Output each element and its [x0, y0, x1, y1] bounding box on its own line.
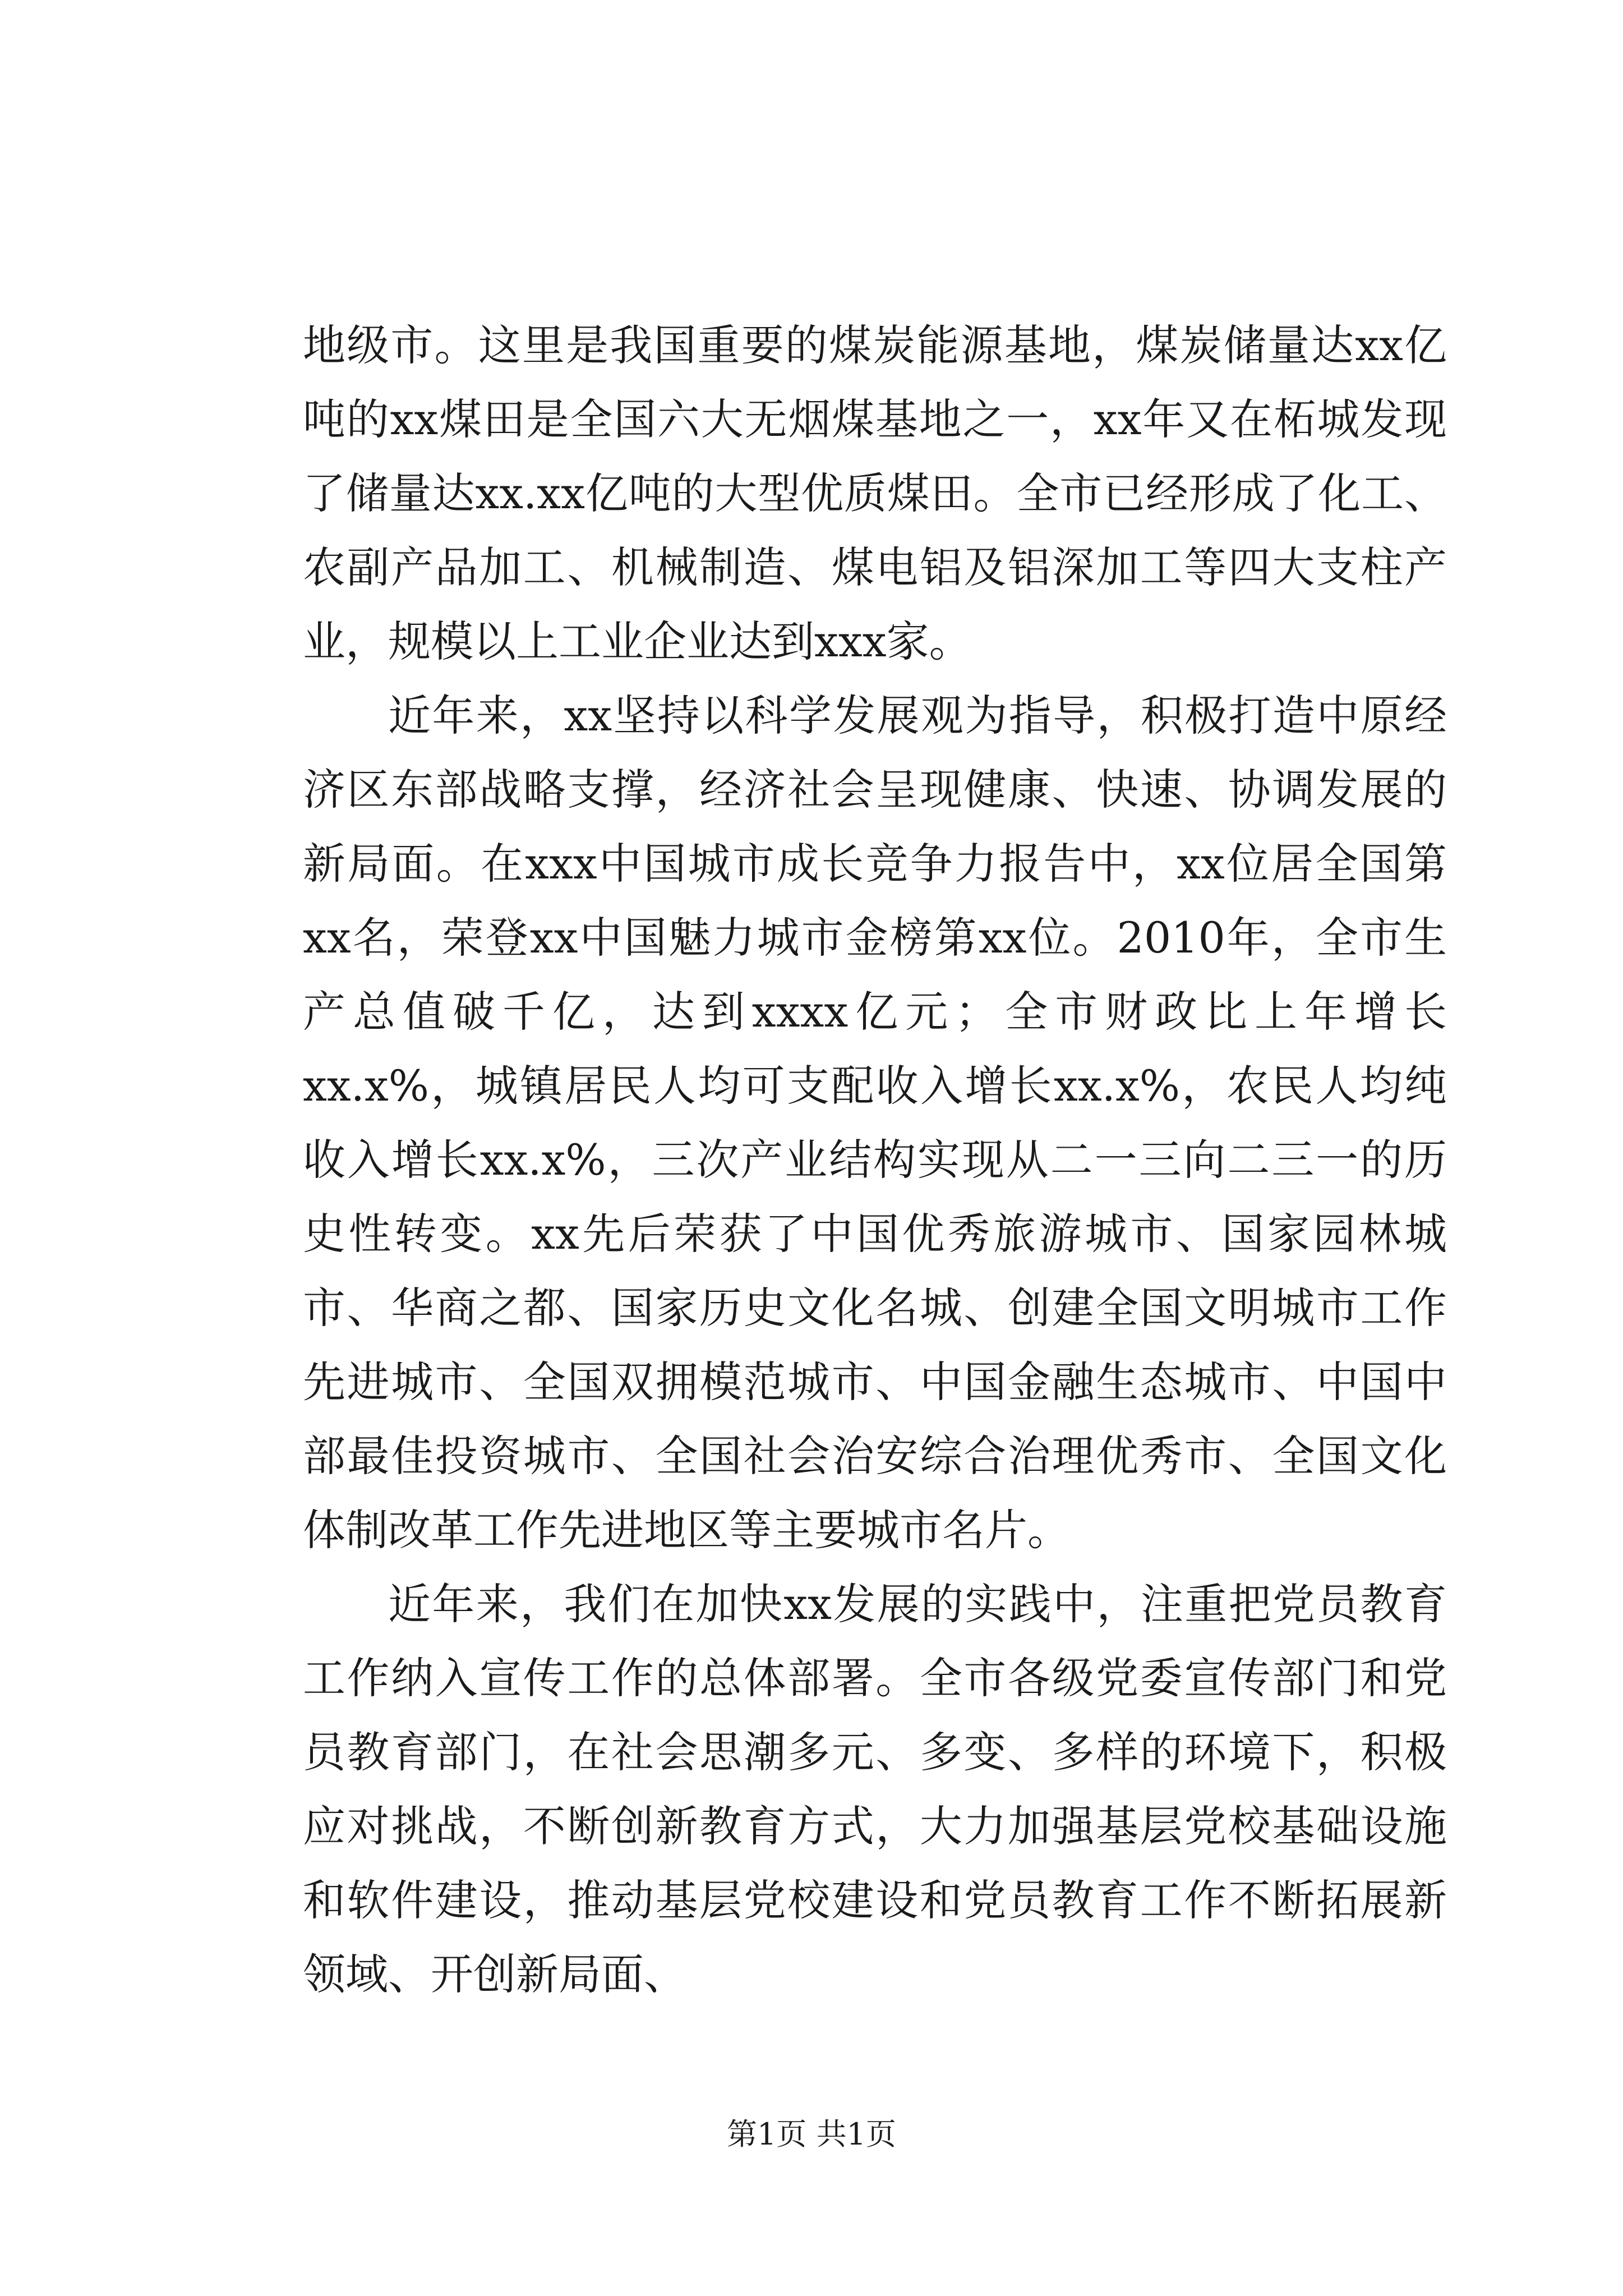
paragraph-2: 近年来，xx坚持以科学发展观为指导，积极打造中原经济区东部战略支撑，经济社会呈现健康、快速、协调发展的新局面。在xxx中国城市成长竞争力报告中，xx位居全国第xx名，荣登xx中国魅力城市金榜第xx位。2010年，全市生产总值破千亿，达到xxxx亿元；全市财政比上年增长xx.x%，城镇居民人均可支配收入增长xx.x%，农民人均纯收入增长xx.x%，三次产业结构实现从二一三向二三一的历史性转变。xx先后荣获了中国优秀旅游城市、国家园林城市、华商之都、国家历史文化名城、创建全国文明城市工作先进城市、全国双拥模范城市、中国金融生态城市、中国中部最佳投资城市、全国社会治安综合治理优秀市、全国文化体制改革工作先进地区等主要城市名片。 — [303, 691, 1447, 1555]
document-body — [303, 309, 1447, 2012]
paragraph-1: 地级市。这里是我国重要的煤炭能源基地，煤炭储量达xx亿吨的xx煤田是全国六大无烟煤基地之一，xx年又在柘城发现了储量达xx.xx亿吨的大型优质煤田。全市已经形成了化工、农副产品加工、机械制造、煤电铝及铝深加工等四大支柱产业，规模以上工业企业达到xxx家。 — [303, 320, 1447, 666]
paragraph-3: 近年来，我们在加快xx发展的实践中，注重把党员教育工作纳入宣传工作的总体部署。全市各级党委宣传部门和党员教育部门，在社会思潮多元、多变、多样的环境下，积极应对挑战，不断创新教育方式，大力加强基层党校基础设施和软件建设，推动基层党校建设和党员教育工作不断拓展新领域、开创新局面、 — [303, 1579, 1447, 1999]
page-footer: 第1页 共1页 — [727, 2116, 896, 2152]
